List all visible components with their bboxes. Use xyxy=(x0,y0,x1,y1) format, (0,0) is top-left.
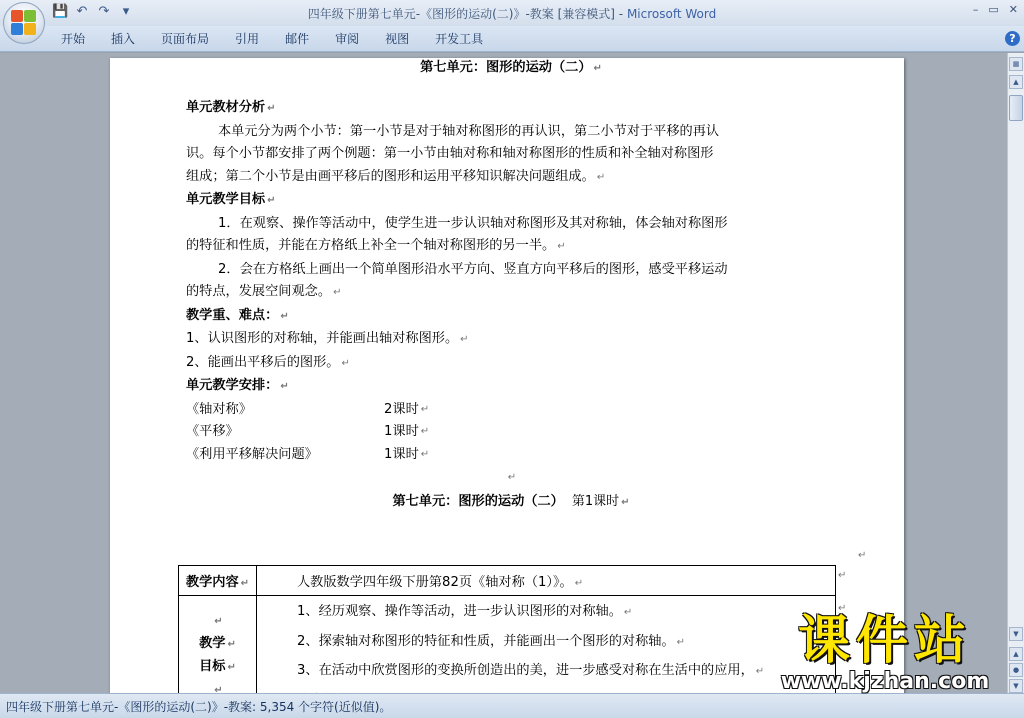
table-label-cell: 教学内容 ↵ xyxy=(179,566,257,596)
status-bar xyxy=(0,693,1024,718)
table-label-cell: ↵ 教学 ↵ 目标 ↵ ↵ xyxy=(179,596,257,694)
tab-view[interactable]: 视图 xyxy=(385,32,410,46)
vertical-scrollbar[interactable] xyxy=(1007,53,1024,693)
paragraph-line: 组成；第二个小节是由画平移后的图形和运用平移知识解决问题组成。 ↵ xyxy=(186,168,606,184)
paragraph-line: 2．会在方格纸上画出一个简单图形沿水平方向、竖直方向平移后的图形，感受平移运动 xyxy=(218,261,728,277)
document-body[interactable] xyxy=(186,58,836,531)
browse-object-icon[interactable]: ● xyxy=(1009,663,1023,677)
help-icon[interactable]: ? xyxy=(1005,31,1020,46)
tab-insert[interactable]: 插入 xyxy=(111,32,136,46)
tab-mailings[interactable]: 邮件 xyxy=(285,32,310,46)
document-title-heading: 第七单元：图形的运动（二） ↵ xyxy=(420,60,602,75)
document-page[interactable] xyxy=(110,58,904,693)
save-icon[interactable]: 💾 xyxy=(52,4,69,19)
tab-page-layout[interactable]: 页面布局 xyxy=(161,32,210,46)
tab-review[interactable]: 审阅 xyxy=(335,32,360,46)
next-page-icon[interactable]: ▼ xyxy=(1009,679,1023,693)
close-button[interactable]: ✕ xyxy=(1008,3,1018,16)
list-item: 2、能画出平移后的图形。 ↵ xyxy=(186,354,350,370)
status-text: 四年级下册第七单元-《图形的运动(二)》-教案: 5,354 个字符(近似值)。 xyxy=(6,700,392,714)
section-heading: 单元教学目标 ↵ xyxy=(186,192,276,207)
schedule-row: 《轴对称》 2课时 ↵ xyxy=(186,401,430,417)
lesson-title-heading: 第七单元：图形的运动（二） 第1课时 ↵ xyxy=(392,494,630,509)
office-logo-icon xyxy=(11,10,37,36)
goal-line: 1、经历观察、操作等活动，进一步认识图形的对称轴。 ↵ xyxy=(297,604,633,619)
ribbon-tabs xyxy=(48,31,496,47)
watermark-url: www.kjzhan.com xyxy=(780,669,990,694)
tab-developer[interactable]: 开发工具 xyxy=(435,32,484,46)
paragraph-line: 1．在观察、操作等活动中，使学生进一步认识轴对称图形及其对称轴，体会轴对称图形 xyxy=(218,215,728,231)
schedule-row: 《平移》 1课时 ↵ xyxy=(186,424,430,439)
app-name: Microsoft Word xyxy=(626,7,717,21)
paragraph-line: 识。每个小节都安排了两个例题：第一小节由轴对称和轴对称图形的性质和补全轴对称图形 xyxy=(186,146,714,161)
document-workspace xyxy=(0,53,1007,693)
window-title xyxy=(0,5,1024,22)
goal-line: 2、探索轴对称图形的特征和性质，并能画出一个图形的对称轴。 ↵ xyxy=(297,633,686,649)
redo-icon[interactable]: ↷ xyxy=(98,4,110,19)
restore-button[interactable]: ▭ xyxy=(988,3,999,16)
title-bar xyxy=(0,0,1024,26)
previous-page-icon[interactable]: ▲ xyxy=(1009,647,1023,661)
office-button[interactable] xyxy=(3,2,45,44)
section-heading: 单元教学安排： ↵ xyxy=(186,378,289,393)
customize-quick-access-icon[interactable]: ▾ xyxy=(122,4,130,19)
paragraph-line: 本单元分为两个小节：第一小节是对于轴对称图形的再认识，第二小节对于平移的再认 xyxy=(218,123,720,139)
table-value-cell: 人教版数学四年级下册第82页《轴对称（1）》。 ↵ xyxy=(257,566,836,596)
document-title: 四年级下册第七单元-《图形的运动(二)》-教案 [兼容模式] - xyxy=(307,7,627,21)
table-end-mark: ↵ xyxy=(858,550,867,561)
tab-home[interactable]: 开始 xyxy=(61,32,86,46)
paragraph-line: 的特点，发展空间观念。 ↵ xyxy=(186,284,342,299)
watermark xyxy=(760,612,1010,694)
scroll-up-icon[interactable]: ▲ xyxy=(1009,75,1023,89)
section-heading: 教学重、难点： ↵ xyxy=(186,307,289,323)
scroll-thumb[interactable] xyxy=(1009,95,1023,121)
schedule-row: 《利用平移解决问题》 1课时 ↵ xyxy=(186,446,430,462)
section-heading: 单元教材分析 ↵ xyxy=(186,100,276,115)
empty-paragraph: ↵ xyxy=(507,472,517,483)
watermark-title: 课件站 xyxy=(797,611,972,671)
ruler-toggle-icon[interactable]: ▦ xyxy=(1009,57,1023,71)
ribbon xyxy=(0,26,1024,52)
undo-icon[interactable]: ↶ xyxy=(76,4,88,19)
window-controls xyxy=(973,3,1018,16)
tab-references[interactable]: 引用 xyxy=(235,32,260,46)
table-end-mark: ↵ xyxy=(838,570,847,581)
table-row xyxy=(179,596,836,694)
table-value-cell xyxy=(257,596,836,694)
table-end-mark: ↵ xyxy=(838,603,847,614)
list-item: 1、认识图形的对称轴，并能画出轴对称图形。 ↵ xyxy=(186,331,469,346)
paragraph-line: 的特征和性质，并能在方格纸上补全一个轴对称图形的另一半。 ↵ xyxy=(186,238,566,253)
minimize-button[interactable]: – xyxy=(972,3,979,16)
scroll-down-icon[interactable]: ▼ xyxy=(1009,627,1023,641)
goal-line: 3、在活动中欣赏图形的变换所创造出的美，进一步感受对称在生活中的应用， ↵ xyxy=(297,663,765,678)
lesson-table[interactable] xyxy=(178,565,836,693)
table-row xyxy=(179,566,836,596)
